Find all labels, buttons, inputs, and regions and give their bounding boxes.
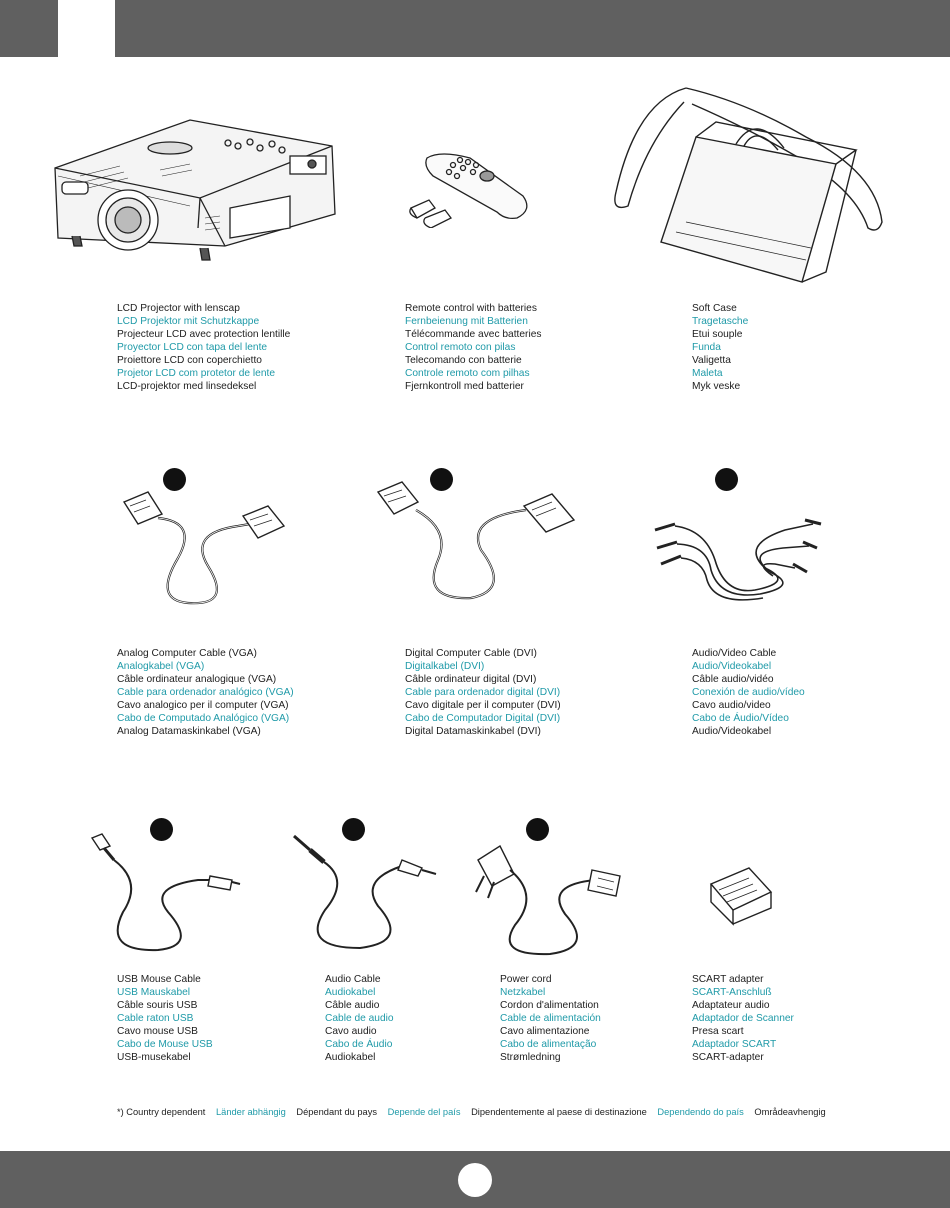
caption-fr: Câble ordinateur analogique (VGA) bbox=[117, 674, 277, 685]
caption-en: Digital Computer Cable (DVI) bbox=[405, 648, 537, 659]
caption-no: Digital Datamaskinkabel (DVI) bbox=[405, 726, 541, 737]
caption-it: Cavo analogico per il computer (VGA) bbox=[117, 700, 289, 711]
caption-fr: Câble audio bbox=[325, 1000, 380, 1011]
footnote-fr: Dépendant du pays bbox=[296, 1107, 378, 1117]
caption-pt: Projetor LCD com protetor de lente bbox=[117, 368, 275, 379]
vga-caption-list bbox=[117, 647, 294, 738]
caption-de: Netzkabel bbox=[500, 987, 546, 998]
caption-no: Strømledning bbox=[500, 1052, 561, 1063]
country-dependent-marker bbox=[526, 818, 549, 841]
caption-en: SCART adapter bbox=[692, 974, 764, 985]
caption-de: Audio/Videokabel bbox=[692, 661, 772, 672]
caption-fr: Câble ordinateur digital (DVI) bbox=[405, 674, 537, 685]
caption-en: Soft Case bbox=[692, 303, 737, 314]
caption-en: LCD Projector with lenscap bbox=[117, 303, 240, 314]
caption-fr: Cordon d'alimentation bbox=[500, 1000, 599, 1011]
remote-caption-list bbox=[405, 302, 541, 393]
caption-de: Fernbeienung mit Batterien bbox=[405, 316, 528, 327]
caption-en: Audio Cable bbox=[325, 974, 381, 985]
caption-no: Audio/Videokabel bbox=[692, 726, 772, 737]
caption-es: Cable raton USB bbox=[117, 1013, 194, 1024]
caption-it: Cavo alimentazione bbox=[500, 1026, 590, 1037]
caption-no: Myk veske bbox=[692, 381, 741, 392]
caption-es: Conexión de audio/vídeo bbox=[692, 687, 805, 698]
header-bar bbox=[0, 0, 950, 57]
caption-es: Cable para ordenador analógico (VGA) bbox=[117, 687, 294, 698]
caption-no: USB-musekabel bbox=[117, 1052, 191, 1063]
caption-fr: Etui souple bbox=[692, 329, 743, 340]
caption-it: Cavo mouse USB bbox=[117, 1026, 198, 1037]
remote-control-illustration bbox=[405, 148, 535, 228]
caption-es: Proyector LCD con tapa del lente bbox=[117, 342, 268, 353]
caption-no: Audiokabel bbox=[325, 1052, 376, 1063]
power-cord-illustration bbox=[470, 840, 635, 960]
dvi-cable-illustration bbox=[376, 480, 581, 605]
caption-it: Proiettore LCD con coperchietto bbox=[117, 355, 262, 366]
caption-fr: Télécommande avec batteries bbox=[405, 329, 542, 340]
caption-no: LCD-projektor med linsedeksel bbox=[117, 381, 257, 392]
caption-it: Cavo audio/video bbox=[692, 700, 771, 711]
caption-it: Telecomando con batterie bbox=[405, 355, 522, 366]
projector-caption-list bbox=[117, 302, 290, 393]
scart-adapter-illustration bbox=[705, 862, 780, 927]
usb-cable-illustration bbox=[88, 832, 248, 957]
soft-case-illustration bbox=[606, 82, 886, 292]
footnote-pt: Dependendo do país bbox=[657, 1107, 744, 1117]
caption-pt: Cabo de Áudio/Vídeo bbox=[692, 713, 789, 724]
caption-pt: Cabo de Computador Digital (DVI) bbox=[405, 713, 561, 724]
caption-de: Audiokabel bbox=[325, 987, 376, 998]
caption-it: Presa scart bbox=[692, 1026, 744, 1037]
footnote-es: Depende del país bbox=[387, 1107, 461, 1117]
caption-de: LCD Projektor mit Schutzkappe bbox=[117, 316, 260, 327]
caption-pt: Cabo de Mouse USB bbox=[117, 1039, 213, 1050]
usb-caption-list bbox=[117, 973, 213, 1064]
page-number-badge bbox=[458, 1163, 492, 1197]
caption-pt: Adaptador SCART bbox=[692, 1039, 777, 1050]
caption-it: Cavo audio bbox=[325, 1026, 377, 1037]
caption-en: USB Mouse Cable bbox=[117, 974, 201, 985]
caption-de: Tragetasche bbox=[692, 316, 749, 327]
softcase-caption-list bbox=[692, 302, 748, 393]
caption-es: Funda bbox=[692, 342, 721, 353]
vga-cable-illustration bbox=[118, 488, 293, 608]
footnote-it: Dipendentemente al paese di destinazione bbox=[471, 1107, 647, 1117]
scart-caption-list bbox=[692, 973, 794, 1064]
caption-no: Analog Datamaskinkabel (VGA) bbox=[117, 726, 261, 737]
caption-pt: Cabo de alimentação bbox=[500, 1039, 597, 1050]
header-page-tab bbox=[58, 0, 115, 57]
footnote-no: Områdeavhengig bbox=[754, 1107, 826, 1117]
caption-es: Control remoto con pilas bbox=[405, 342, 516, 353]
caption-de: Digitalkabel (DVI) bbox=[405, 661, 485, 672]
caption-no: Fjernkontroll med batterier bbox=[405, 381, 524, 392]
caption-en: Analog Computer Cable (VGA) bbox=[117, 648, 257, 659]
caption-es: Cable de alimentación bbox=[500, 1013, 601, 1024]
caption-en: Remote control with batteries bbox=[405, 303, 537, 314]
caption-de: Analogkabel (VGA) bbox=[117, 661, 205, 672]
audio-caption-list bbox=[325, 973, 394, 1064]
footnote-en: *) Country dependent bbox=[117, 1107, 206, 1117]
caption-en: Audio/Video Cable bbox=[692, 648, 777, 659]
caption-pt: Controle remoto com pilhas bbox=[405, 368, 530, 379]
audio-cable-illustration bbox=[290, 830, 440, 955]
caption-pt: Maleta bbox=[692, 368, 723, 379]
caption-en: Power cord bbox=[500, 974, 552, 985]
caption-fr: Projecteur LCD avec protection lentille bbox=[117, 329, 291, 340]
caption-it: Cavo digitale per il computer (DVI) bbox=[405, 700, 561, 711]
caption-de: SCART-Anschluß bbox=[692, 987, 772, 998]
caption-fr: Câble souris USB bbox=[117, 1000, 198, 1011]
caption-es: Cable para ordenador digital (DVI) bbox=[405, 687, 561, 698]
caption-pt: Cabo de Computado Analógico (VGA) bbox=[117, 713, 290, 724]
caption-fr: Câble audio/vidéo bbox=[692, 674, 774, 685]
country-dependent-footnote bbox=[117, 1107, 834, 1117]
av-caption-list bbox=[692, 647, 805, 738]
caption-no: SCART-adapter bbox=[692, 1052, 764, 1063]
caption-fr: Adaptateur audio bbox=[692, 1000, 770, 1011]
caption-it: Valigetta bbox=[692, 355, 731, 366]
caption-pt: Cabo de Áudio bbox=[325, 1039, 393, 1050]
power-caption-list bbox=[500, 973, 601, 1064]
caption-es: Adaptador de Scanner bbox=[692, 1013, 794, 1024]
footnote-de: Länder abhängig bbox=[215, 1107, 286, 1117]
caption-de: USB Mauskabel bbox=[117, 987, 191, 998]
country-dependent-marker bbox=[715, 468, 738, 491]
dvi-caption-list bbox=[405, 647, 561, 738]
caption-es: Cable de audio bbox=[325, 1013, 394, 1024]
projector-illustration bbox=[50, 118, 340, 273]
av-cable-illustration bbox=[645, 490, 825, 605]
